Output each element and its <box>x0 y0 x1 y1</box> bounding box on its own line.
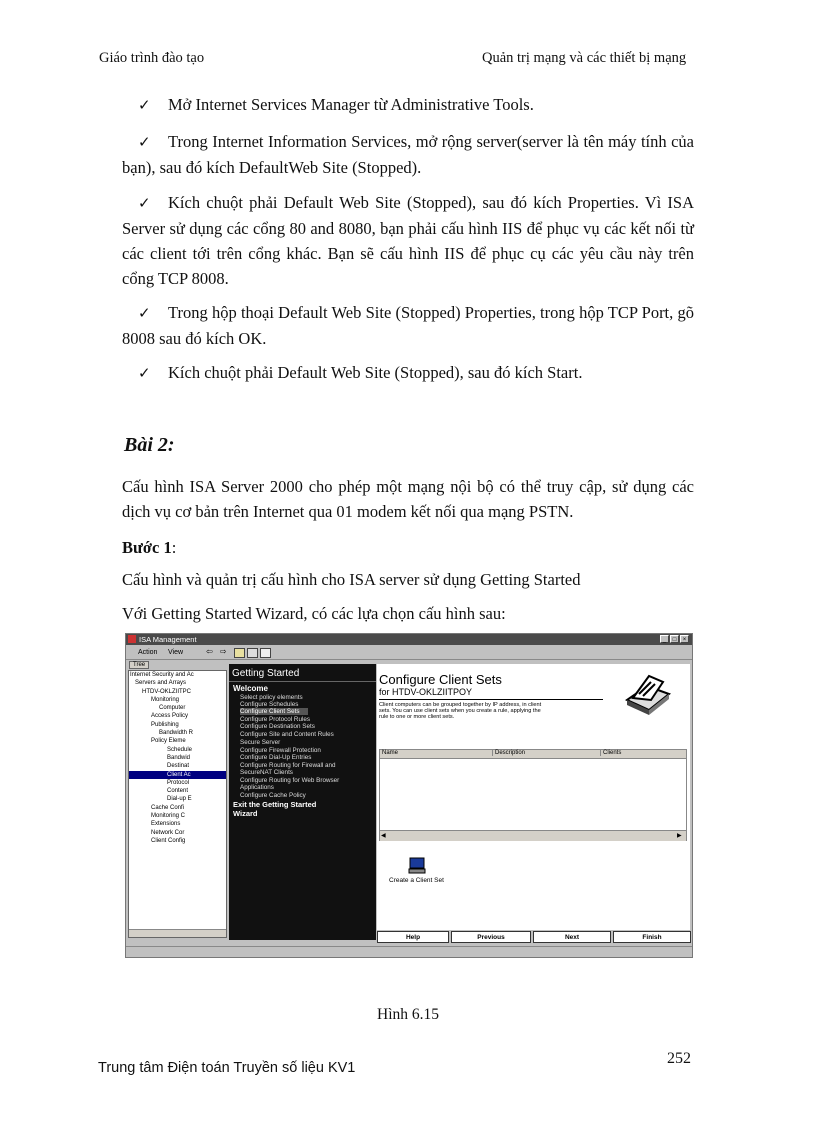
content-rule <box>379 699 603 700</box>
client-sets-list[interactable] <box>379 749 687 841</box>
help-button[interactable]: Help <box>377 931 449 943</box>
tree-item[interactable]: Bandwidth R <box>159 730 194 737</box>
previous-button[interactable]: Previous <box>451 931 531 943</box>
tree-hscrollbar[interactable] <box>129 929 226 938</box>
tree-item[interactable]: Internet Security and Ac <box>130 672 194 678</box>
tree-item[interactable]: Dial-up E <box>167 796 192 803</box>
printer-icon <box>621 672 673 716</box>
tree-item[interactable]: Network Cor <box>151 829 185 836</box>
window-title: ISA Management <box>139 635 197 644</box>
nav-item[interactable]: Configure Dial-Up Entries <box>240 754 312 761</box>
column-clients[interactable]: Clients <box>600 750 621 756</box>
window-titlebar <box>126 634 692 645</box>
tree-item[interactable]: Policy Eleme <box>151 738 186 745</box>
tree-item[interactable]: Protocol <box>167 779 190 786</box>
tree-item[interactable]: Publishing <box>151 721 179 728</box>
content-pane <box>377 664 690 930</box>
check-icon: ✓ <box>138 133 151 151</box>
column-description[interactable]: Description <box>492 750 525 756</box>
show-hide-tree-icon[interactable] <box>247 648 258 658</box>
tree-item[interactable]: Bandwid <box>167 754 191 761</box>
header-right: Quản trị mạng và các thiết bị mạng <box>482 50 687 66</box>
nav-item[interactable]: Select policy elements <box>240 694 303 701</box>
nav-exit-line-2[interactable]: Wizard <box>233 809 258 818</box>
bullet-4: ✓ Trong hộp thoại Default Web Site (Stopped) Properties, trong hộp TCP Port, gõ 8008 sau đó kích OK. <box>122 303 694 348</box>
step-heading: Bước 1: <box>122 538 177 557</box>
figure-caption: Hình 6.15 <box>377 1006 439 1023</box>
minimize-icon[interactable]: _ <box>660 635 669 643</box>
tree-item[interactable]: Schedule <box>167 746 193 753</box>
content-title: Configure Client Sets <box>379 672 502 687</box>
tree-item-selected[interactable]: Client Ac <box>129 771 226 779</box>
computer-icon[interactable] <box>407 856 427 876</box>
intro-paragraph: Cấu hình ISA Server 2000 cho phép một mạng nội bộ có thể truy cập, sử dụng các dịch vụ cơ bản trên Internet qua 01 modem kết nối qua mạng PSTN. <box>122 477 694 521</box>
next-button[interactable]: Next <box>533 931 611 943</box>
nav-item[interactable]: Configure Routing for Firewall and <box>240 762 336 769</box>
scroll-right-icon[interactable]: ▶ <box>677 833 682 839</box>
nav-item[interactable]: Configure Schedules <box>240 701 299 708</box>
check-icon: ✓ <box>138 304 151 322</box>
nav-item[interactable]: Configure Routing for Web Browser <box>240 777 340 784</box>
nav-item[interactable]: Configure Firewall Protection <box>240 747 321 754</box>
console-tree <box>128 670 227 938</box>
isa-management-screenshot <box>125 633 693 958</box>
footer-text: Trung tâm Điện toán Truyền số liệu KV1 <box>98 1060 356 1076</box>
finish-button[interactable]: Finish <box>613 931 691 943</box>
create-client-set-link[interactable]: Create a Client Set <box>389 877 444 884</box>
menu-view[interactable]: View <box>168 649 184 656</box>
column-name[interactable]: Name <box>382 750 399 756</box>
nav-item[interactable]: Secure Server <box>240 739 281 746</box>
list-header <box>380 750 686 759</box>
tree-item[interactable]: Client Config <box>151 837 186 844</box>
check-icon: ✓ <box>138 364 151 382</box>
bullet-3: ✓ Kích chuột phải Default Web Site (Stopped), sau đó kích Properties. Vì ISA Server sử dụng các cổng 80 and 8080, bạn phải cấu hình IIS để phục vụ các kết nối từ các client tới trên cổng khác. Bạn sẽ cấu hình IIS để phục cụ các yêu cầu này trên cổng TCP 8008. <box>122 193 694 288</box>
content-description: Client computers can be grouped together by IP address, in client sets. You can use client sets when you create a rule, applying the rule to one or more client sets. <box>379 702 542 720</box>
bullet-1: ✓ Mở Internet Services Manager từ Administrative Tools. <box>122 92 694 118</box>
tree-item[interactable]: Monitoring <box>151 696 180 703</box>
tree-item[interactable]: Destinat <box>167 763 190 770</box>
tab-tree[interactable]: Tree <box>129 661 149 669</box>
step-line-2: Với Getting Started Wizard, có các lựa chọn cấu hình sau: <box>122 604 506 623</box>
nav-item[interactable]: Configure Cache Policy <box>240 792 306 799</box>
menu-toolbar <box>126 646 692 660</box>
bullet-5: ✓ Kích chuột phải Default Web Site (Stopped), sau đó kích Start. <box>122 360 694 386</box>
step-line-1: Cấu hình và quản trị cấu hình cho ISA server sử dụng Getting Started <box>122 570 581 589</box>
nav-divider <box>229 681 376 682</box>
check-icon: ✓ <box>138 96 151 114</box>
nav-item[interactable]: Configure Destination Sets <box>240 723 315 730</box>
nav-welcome[interactable]: Welcome <box>233 684 268 693</box>
scroll-left-icon[interactable]: ◀ <box>381 833 386 839</box>
section-title: Bài 2: <box>124 434 175 456</box>
nav-item-selected[interactable]: Configure Client Sets <box>240 708 308 715</box>
nav-title: Getting Started <box>232 668 300 679</box>
forward-arrow-icon[interactable]: ⇨ <box>220 647 227 656</box>
nav-item[interactable]: Configure Protocol Rules <box>240 716 311 723</box>
list-hscrollbar[interactable] <box>380 830 686 841</box>
tree-item[interactable]: Computer <box>159 705 186 712</box>
help-icon[interactable] <box>260 648 271 658</box>
tree-item[interactable]: Cache Confi <box>151 804 185 811</box>
tree-item[interactable]: Monitoring C <box>151 813 186 820</box>
tree-item[interactable]: Servers and Arrays <box>135 680 187 687</box>
check-icon: ✓ <box>138 194 151 212</box>
tree-item[interactable]: Extensions <box>151 821 181 828</box>
app-icon <box>128 635 136 643</box>
tree-item[interactable]: HTDV-OKLZIITPC <box>142 688 192 695</box>
tree-item[interactable]: Access Policy <box>151 713 189 720</box>
tree-item[interactable]: Content <box>167 788 189 795</box>
nav-item[interactable]: Configure Site and Content Rules <box>240 731 334 738</box>
nav-item[interactable]: SecureNAT Clients <box>240 769 293 776</box>
status-bar <box>126 946 692 958</box>
maximize-icon[interactable]: □ <box>670 635 679 643</box>
back-arrow-icon[interactable]: ⇦ <box>206 647 213 656</box>
content-subtitle: for HTDV-OKLZIITPOY <box>379 687 473 697</box>
close-icon[interactable]: × <box>680 635 689 643</box>
bullet-2: ✓ Trong Internet Information Services, mở rộng server(server là tên máy tính của bạn), sau đó kích DefaultWeb Site (Stopped). <box>122 132 694 177</box>
header-left: Giáo trình đào tạo <box>99 50 205 66</box>
nav-item[interactable]: Applications <box>240 784 274 791</box>
menu-action[interactable]: Action <box>138 649 158 656</box>
nav-exit-line-1[interactable]: Exit the Getting Started <box>233 800 317 809</box>
folder-up-icon[interactable] <box>234 648 245 658</box>
page-number: 252 <box>667 1050 691 1067</box>
getting-started-nav <box>229 664 376 940</box>
